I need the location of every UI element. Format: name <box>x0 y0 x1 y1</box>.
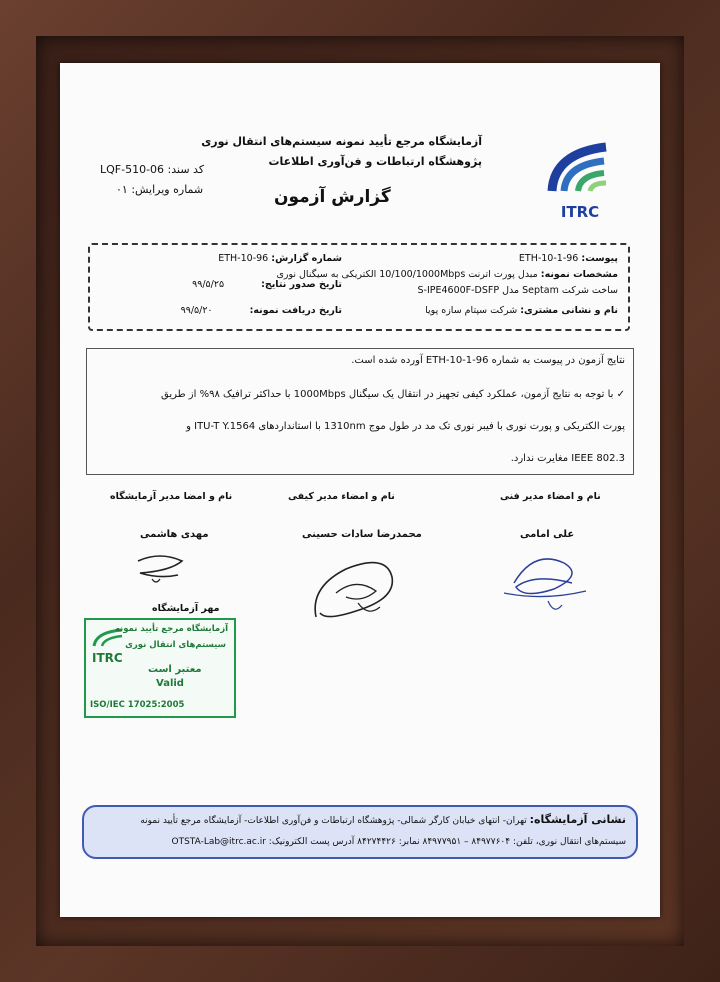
institute-name: پژوهشگاه ارتباطات و فن‌آوری اطلاعات <box>268 155 482 168</box>
receive-date-value: ۹۹/۵/۲۰ <box>180 305 213 316</box>
stamp-line-2: سیستم‌های انتقال نوری <box>125 640 226 650</box>
certificate-paper <box>60 63 660 917</box>
address-text-1: تهران- انتهای خیابان کارگر شمالی- پژوهشگاه ارتباطات و فن‌آوری اطلاعات- آزمایشگاه مرجع تأیید نمونه <box>140 816 527 826</box>
results-line-2: پورت الکتریکی و پورت نوری با فیبر نوری تک مد در طول موج 1310nm با استانداردهای ITU-T Y.1564 و <box>186 421 625 432</box>
doc-code-value: LQF-510-06 <box>100 163 165 176</box>
technical-manager-signature <box>494 543 594 623</box>
results-line-1: ✓ با توجه به نتایج آزمون، عملکرد کیفی تجهیز در انتقال یک سیگنال 1000Mbps با حداکثر ترافیک ۹۸% از طریق <box>161 389 625 400</box>
address-line-1 <box>140 813 626 826</box>
report-no-value: 96-ETH-10 <box>218 253 269 264</box>
stamp-valid-en: Valid <box>156 678 184 689</box>
customer-row <box>425 305 618 316</box>
lab-seal-label: مهر آزمایشگاه <box>152 603 220 614</box>
attachment-label: پیوست: <box>581 253 618 264</box>
doc-code <box>100 163 204 176</box>
address-label: نشانی آزمایشگاه: <box>529 813 626 826</box>
revision-label: شماره ویرایش: <box>131 183 204 196</box>
results-intro: نتایج آزمون در پیوست به شماره 96-ETH-10-1 آورده شده است. <box>351 355 625 366</box>
logo-text: ITRC <box>560 203 600 221</box>
quality-manager-heading: نام و امضاء مدیر کیفی <box>288 491 395 502</box>
quality-manager-name: محمدرضا سادات حسینی <box>302 529 422 540</box>
attachment-value: 96-ETH-10-1 <box>518 253 579 264</box>
report-title: گزارش آزمون <box>274 187 391 207</box>
receive-date-row <box>181 305 342 316</box>
customer-label: نام و نشانی مشتری: <box>520 305 618 316</box>
sample-spec-label: مشخصات نمونه: <box>540 269 618 280</box>
issue-date-label: تاریخ صدور نتایج: <box>261 279 342 290</box>
test-results-box <box>86 348 634 475</box>
lab-seal-stamp <box>84 618 236 718</box>
technical-manager-heading: نام و امضاء مدیر فنی <box>500 491 601 502</box>
lab-manager-name: مهدی هاشمی <box>140 529 209 540</box>
revision-value: ۰۱ <box>116 183 128 196</box>
lab-manager-heading: نام و امضا مدیر آزمایشگاه <box>110 491 233 502</box>
technical-manager-name: علی امامی <box>520 529 575 540</box>
doc-code-label: کد سند: <box>167 163 205 176</box>
lab-manager-signature <box>130 549 190 589</box>
sample-info-box <box>88 243 630 331</box>
sample-spec-row-2: ساخت شرکت Septam مدل S-IPE4600F-DSFP <box>417 285 618 296</box>
attachment-row <box>519 253 618 264</box>
stamp-line-1: آزمایشگاه مرجع تأیید نمونه <box>114 624 228 634</box>
stamp-valid-fa: معتبر است <box>148 664 202 675</box>
report-no-row <box>218 253 342 264</box>
doc-revision <box>116 183 203 196</box>
lab-name: آزمایشگاه مرجع تأیید نمونه سیستم‌های انتقال نوری <box>201 135 482 148</box>
stamp-logo-text: ITRC <box>92 651 123 665</box>
address-line-2: سیستم‌های انتقال نوری، تلفن: ۸۴۹۷۷۶۰۴ – ۸۴۹۷۷۹۵۱ نمابر: ۸۴۲۷۴۴۲۶ آدرس پست الکترونیک: OTSTA-Lab@itrc.ac.ir <box>171 837 626 847</box>
issue-date-value: ۹۹/۵/۲۵ <box>192 279 225 290</box>
lab-address-box <box>82 805 638 859</box>
results-line-3: IEEE 802.3 مغایرت ندارد. <box>510 453 625 464</box>
issue-date-row <box>192 279 342 290</box>
quality-manager-signature <box>306 547 406 631</box>
sample-spec-value: مبدل پورت اترنت 10/100/1000Mbps الکتریکی به سیگنال نوری <box>276 269 538 280</box>
customer-value: شرکت سپتام سازه پویا <box>425 305 518 316</box>
receive-date-label: تاریخ دریافت نمونه: <box>249 305 342 316</box>
itrc-logo <box>544 133 616 223</box>
stamp-iso: ISO/IEC 17025:2005 <box>90 700 185 710</box>
report-no-label: شماره گزارش: <box>271 253 342 264</box>
